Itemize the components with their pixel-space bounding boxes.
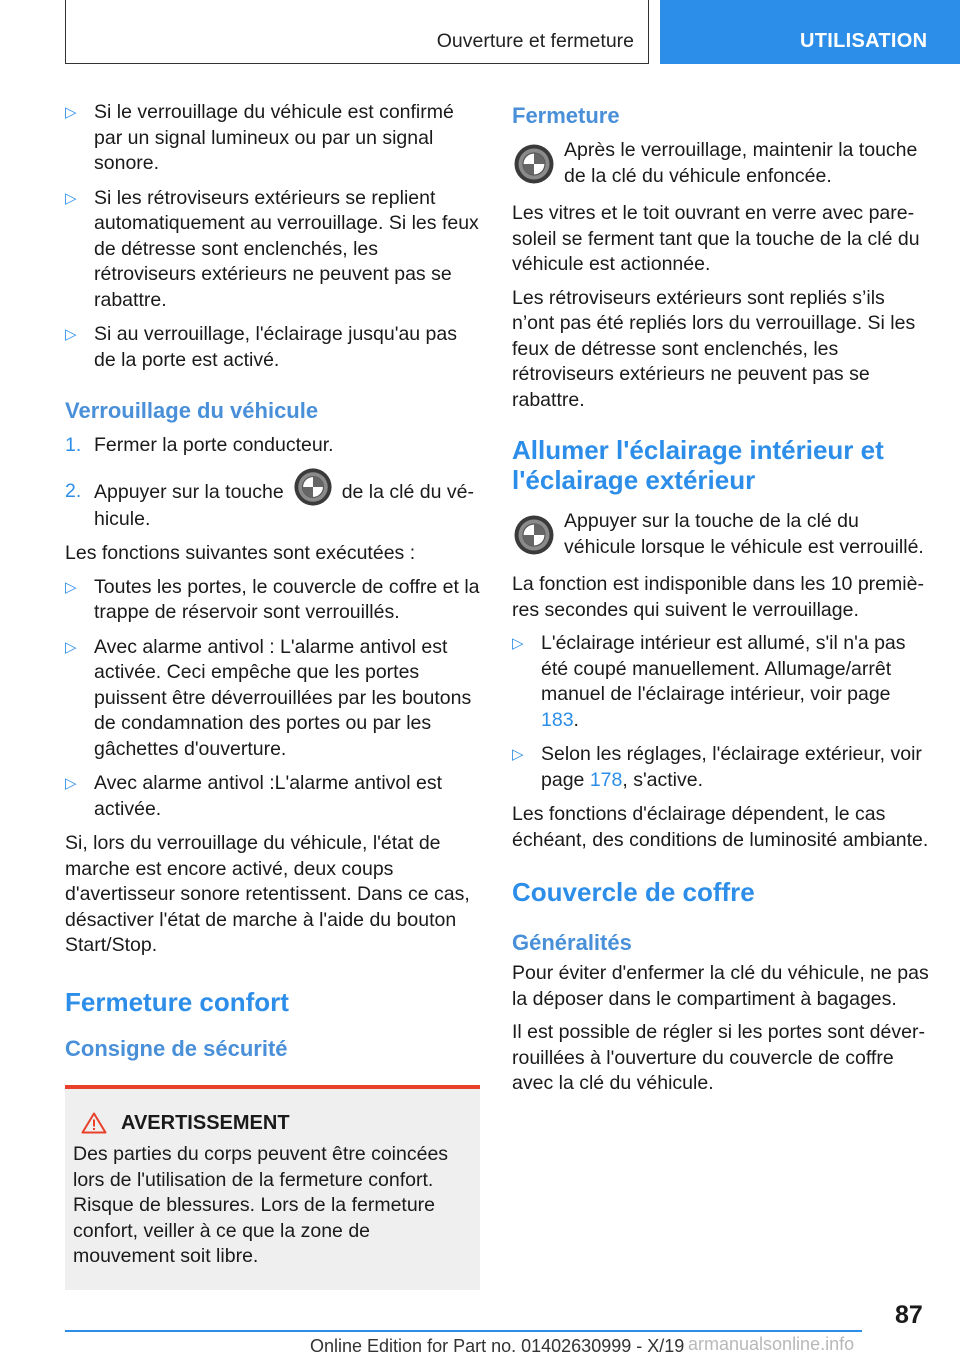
warning-box [65,1085,480,1290]
closing-icon-paragraph: Après le verrouillage, maintenir la touche de la clé du véhicule enfoncée. [512,138,930,189]
list-item: ▷ Si au verrouillage, l'éclairage jusqu'au pas de la porte est activé. [65,323,457,371]
trunk-heading: Couvercle de coffre [512,877,755,907]
bmw-key-logo-icon [512,143,556,185]
ignition-paragraph: Si, lors du verrouillage du véhicule, l'état de marche est encore activé, deux coups d'avertisseur sonore retentissent. Dans ce cas, désactiver l'état de marche à l'aide du bouton Start/Stop. [65,832,470,956]
footer-edition: Online Edition for Part no. 01402630999 - X/19 [310,1336,685,1356]
bullet-marker-icon: ▷ [65,775,77,792]
header-section-box [65,0,649,64]
lights-paragraph-1: La fonction est indisponible dans les 10 premières secondes qui suivent le verrouillage. [512,573,924,621]
warning-title: AVERTISSEMENT [73,1111,472,1137]
bullet-marker-icon: ▷ [65,326,77,343]
lights-icon-paragraph: Appuyer sur la touche de la clé du véhicule lorsque le véhicule est verrouillé. [512,509,930,560]
bullet-marker-icon: ▷ [65,104,77,121]
lights-paragraph-2: Les fonctions d'éclairage dépendent, le cas échéant, des conditions de luminosité ambiante. [512,803,929,851]
warning-triangle-icon [81,1112,107,1134]
bullet-marker-icon: ▷ [65,578,77,596]
page-link-183[interactable]: 183 [541,708,574,731]
closing-paragraph-2: Les rétroviseurs extérieurs sont repliés s’ils n’ont pas été repliés lors du verrouillage. Si les feux de détresse sont enclenchés, les rétroviseurs extérieurs ne peuvent pas se rabattre. [512,286,916,411]
safety-heading: Consigne de sécurité [65,1035,288,1061]
lights-heading: Allumer l'éclairage intérieur et l'éclairage extérieur [512,435,884,495]
top-bullet-list [65,100,480,373]
comfort-heading: Fermeture confort [65,986,289,1017]
list-item: ▷ Selon les réglages, l'éclairage extérieur, voir page 178, s'active. [512,743,922,791]
closing-paragraph-1: Les vitres et le toit ouvrant en verre avec pare-soleil se ferment tant que la touche de la clé du véhicule est actionnée. [512,202,920,275]
header-chapter-title: UTILISATION [800,30,928,52]
page-number: 87 [895,1301,923,1329]
lock-heading: Verrouillage du véhicule [65,398,319,423]
step-item: 2. Appuyer sur la touche de la clé du véhicule. [65,479,480,533]
bullet-marker-icon: ▷ [512,746,524,763]
bullet-marker-icon: ▷ [512,635,524,652]
list-item: ▷ Avec alarme antivol :L'alarme antivol est activée. [65,772,443,820]
list-item: ▷ L'éclairage intérieur est allumé, s'il n'a pas été coupé manuellement. Allumage/arrêt manuel de l'éclairage intérieur, voir page 183. [512,632,906,731]
list-item: ▷ Si le verrouillage du véhicule est confirmé par un signal lumineux ou par un signal sonore. [65,101,454,174]
right-column [512,100,930,1105]
functions-intro: Les fonctions suivantes sont exécutées : [65,542,416,564]
general-heading: Généralités [512,930,632,955]
bmw-key-logo-icon [512,514,556,556]
page-link-178[interactable]: 178 [589,768,623,791]
bullet-marker-icon: ▷ [65,189,77,207]
warning-text: Des parties du corps peuvent être coincées lors de l'utilisation de la fermeture confort. Risque de blessures. Lors de la fermeture confort, veiller à ce que la zone de mouvement soit libre. [73,1143,449,1267]
bullet-marker-icon: ▷ [65,638,77,656]
closing-heading: Fermeture [512,103,620,128]
watermark: armanualsonline.info [688,1334,855,1354]
trunk-paragraph-2: Il est possible de régler si les portes sont déverrouillées à l'ouverture du couvercle de coffre avec la clé du véhicule. [512,1021,925,1094]
lights-bullet-list [512,631,930,793]
header-section-title: Ouverture et fermeture [436,30,634,52]
list-item: ▷ Si les rétroviseurs extérieurs se replient automatiquement au verrouillage. Si les feux de détresse sont enclenchés, les rétroviseurs extérieurs ne peuvent pas se rabattre. [65,186,479,311]
function-bullet-list [65,575,480,823]
list-item: ▷ Avec alarme antivol : L'alarme antivol est activée. Ceci empêche que les portes puissent être déverrouillées par les boutons de condamnation des portes ou par les gâchettes d'ouverture. [65,635,472,760]
step-item: 1. Fermer la porte conducteur. [65,434,334,456]
trunk-paragraph-1: Pour éviter d'enfermer la clé du véhicule, ne pas la déposer dans le compartiment à bagages. [512,962,929,1010]
lock-steps [65,433,480,532]
list-item: ▷ Toutes les portes, le couvercle de coffre et la trappe de réservoir sont verrouillés. [65,575,480,623]
header-chapter-tab [660,0,960,64]
bmw-key-logo-icon [292,467,334,507]
left-column [65,100,480,1290]
